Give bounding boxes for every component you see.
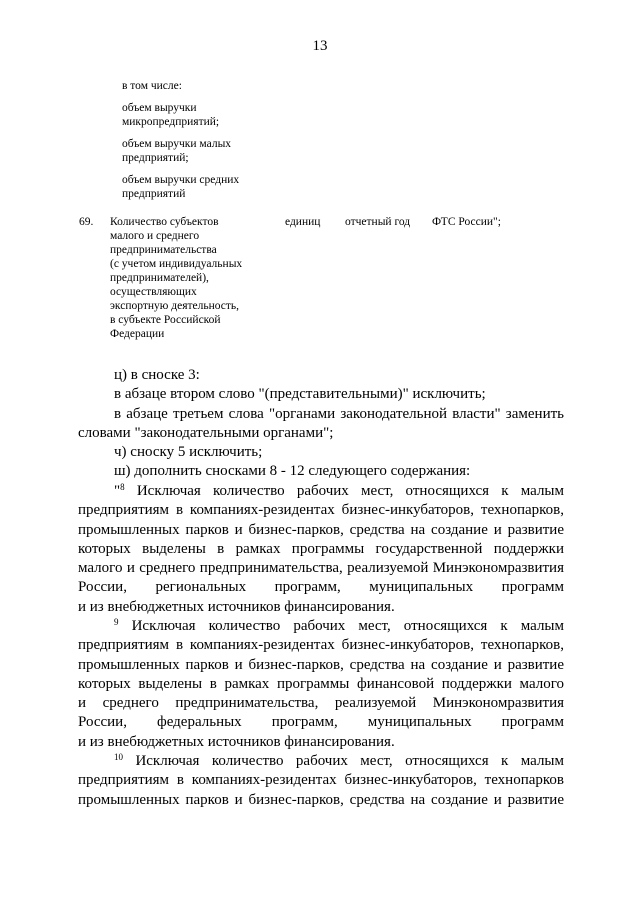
row-unit: единиц	[285, 216, 321, 228]
includes-label: в том числе:	[122, 80, 182, 92]
sub-item-micro: объем выручки микропредприятий;	[122, 102, 220, 128]
paragraph-ch: ч) сноску 5 исключить;	[114, 444, 263, 461]
paragraph-c-3-line2: словами "законодательными органами";	[78, 424, 334, 441]
sub-item-medium: объем выручки средних предприятий	[122, 174, 240, 200]
footnote-mark: 8	[120, 482, 125, 492]
paragraph-c: ц) в сноске 3:	[114, 367, 200, 383]
sub-item-small: объем выручки малых предприятий;	[122, 138, 232, 164]
footnote-mark: 9	[114, 617, 119, 627]
footnote-9: $^9$ Исключая количество рабочих мест, относящихся к малым предприятиям в компаниях-резидентах бизнес-инкубаторов, технопарков, промышленных парков и бизнес-парков, средства на создание и развитие которых выделены в рамках программы финансовой поддержки малого и среднего предпринимательства, реализуемой Минэкономразвития России, федеральных программ, муниципальных программ и из внебюджетных источников финансирования.	[78, 617, 564, 750]
row-number: 69.	[79, 216, 94, 228]
footnote-mark: 10	[114, 752, 123, 762]
paragraph-c-2: в абзаце втором слово "(представительными)" исключить;	[114, 386, 486, 403]
footnote-8: "$^8$ Исключая количество рабочих мест, относящихся к малым предприятиям в компаниях-резидентах бизнес-инкубаторов, технопарков, промышленных парков и бизнес-парков, средства на создание и развитие которых выделены в рамках программы государственной поддержки малого и среднего предпринимательства, реализуемой Минэкономразвития России, региональных программ, муниципальных программ и из внебюджетных источников финансирования.	[78, 482, 564, 615]
paragraph-sh: ш) дополнить сносками 8 - 12 следующего содержания:	[114, 463, 471, 480]
row-source: ФТС России";	[432, 216, 501, 228]
row-name: Количество субъектов малого и среднего предпринимательства (с учетом индивидуальных предпринимателей), осуществляющих экспортную деятельность, в субъекте Российской Федерации	[110, 216, 243, 340]
page-number: 13	[312, 38, 328, 54]
footnote-10: $^{10}$ Исключая количество рабочих мест, относящихся к малым предприятиям в компаниях-резидентах бизнес-инкубаторов, технопарков промышленных парков и бизнес-парков, средства на создание и развитие	[78, 752, 565, 808]
paragraph-c-3-line1: в абзаце третьем слова "органами законодательной власти" заменить	[114, 405, 564, 422]
row-period: отчетный год	[345, 216, 411, 228]
amendments	[78, 366, 564, 482]
